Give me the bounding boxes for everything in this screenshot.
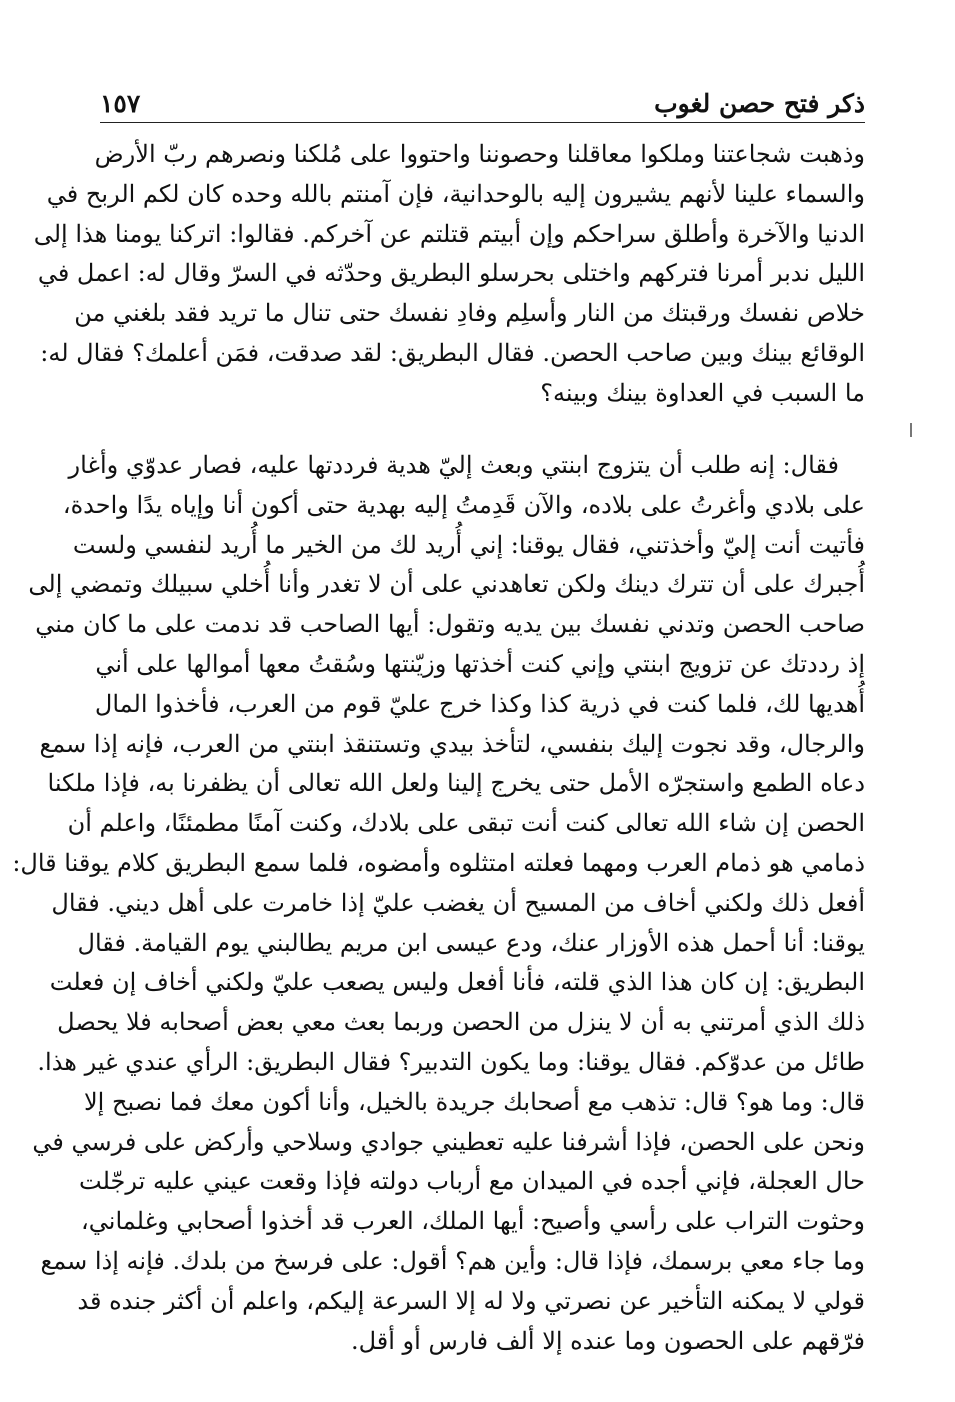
text-line: طائل من عدوّكم. فقال يوقنا: وما يكون التدبير؟ فقال البطريق: الرأي عندي غير هذا. xyxy=(37,1047,865,1076)
text-line: على بلادي وأغرتُ على بلاده، والآن قَدِمتُ إليه بهدية حتى أكون أنا وإياه يدًا واحدة، xyxy=(62,490,865,519)
text-line: الليل ندبر أمرنا فتركهم واختلى بحرسلو البطريق وحدّثه في السرّ وقال له: اعمل في xyxy=(37,259,865,288)
paragraph-1 xyxy=(33,135,865,414)
text-line: الحصن إن شاء الله تعالى كنت أنت تبقى على بلادك، وكنت آمنًا مطمئنًا، واعلم أن xyxy=(67,809,865,838)
text-line: دعاه الطمع واستجرّه الأمل حتى يخرج إلينا ولعل الله تعالى أن يظفرنا به، فإذا ملكنا xyxy=(47,769,865,798)
text-line: ذلك الذي أمرتني به أن لا ينزل من الحصن وربما بعث معي بعض أصحابه فلا يحصل xyxy=(57,1008,865,1037)
text-line: البطريق: إن كان هذا الذي قلته، فأنا أفعل وليس يصعب عليّ ولكني أخاف إن فعلت xyxy=(49,968,865,997)
running-title: ذكر فتح حصن لغوب xyxy=(654,89,865,118)
text-line: إذ رددتك عن تزويج ابنتي وإني كنت أخذتها وزيّنتها وسُقتُ معها أموالها على أني xyxy=(95,649,865,678)
page-header xyxy=(100,80,865,118)
text-line: أفعل ذلك ولكني أخاف من المسيح أن يغضب عليّ إذا خامرت على أهل ديني. فقال xyxy=(51,888,865,917)
paragraph-2 xyxy=(12,446,865,1361)
text-line: وذهبت شجاعتنا وملكوا معاقلنا وحصوننا واحتووا على مُلكنا ونصرهم ربّ الأرض xyxy=(94,140,865,168)
text-line: وما جاء معي برسمك، فإذا قال: وأين هم؟ أقول: على فرسخ من بلدك. فإنه إذا سمع xyxy=(40,1246,865,1275)
page-number: ١٥٧ xyxy=(100,89,141,118)
text-line: أُجبرك على أن تترك دينك ولكن تعاهدني على أن لا تغدر وأنا أُخلي سبيلك وتمضي إلى xyxy=(28,570,865,599)
text-line: والسماء علينا لأنهم يشيرون إليه بالوحدانية، فإن آمنتم بالله وحده كان لكم الربح في xyxy=(46,179,865,208)
text-line: فأتيت أنت إليّ وأخذتني، فقال يوقنا: إني أُريد لك من الخير ما أُريد لنفسي ولست xyxy=(72,530,865,559)
text-line: الدنيا والآخرة وأطلق سراحكم وإن أبيتم قتلتم عن آخركم. فقالوا: اتركنا يومنا هذا إلى xyxy=(33,219,865,248)
text-line: فرّقهم على الحصون وما عنده إلا ألف فارس أو أقل. xyxy=(350,1326,865,1355)
text-line: فقال: إنه طلب أن يتزوج ابنتي وبعث إليّ هدية فرددتها عليه، فصار عدوّي وأغار xyxy=(68,451,839,479)
margin-mark xyxy=(910,423,912,437)
text-line: خلاص نفسك ورقبتك من النار وأسلِم وفادِ نفسك حتى تنال ما تريد فقد بلغني من xyxy=(74,299,865,328)
text-line: ونحن على الحصن، فإذا أشرفنا عليه تعطيني جوادي وسلاحي وأركض على فرسي في xyxy=(32,1127,865,1156)
text-line: الوقائع بينك وبين صاحب الحصن. فقال البطريق: لقد صدقت، فمَن أعلمك؟ فقال له: xyxy=(40,338,865,367)
text-line: قولي لا يمكنه التأخير عن نصرتي ولا له إلا السرعة إليكم، واعلم أن أكثر جنده قد xyxy=(77,1286,865,1315)
header-rule xyxy=(100,122,865,123)
text-line: والرجال، وقد نجوت إليك بنفسي، لتأخذ بيدي وتستنقذ ابنتي من العرب، فإنه إذا سمع xyxy=(39,729,865,758)
text-line: قال: وما هو؟ قال: تذهب مع أصحابك جريدة بالخيل، وأنا أكون معك فما نصبح إلا xyxy=(83,1087,865,1116)
text-line: وحثوت التراب على رأسي وأصيح: أيها الملك، العرب قد أخذوا أصحابي وغلماني، xyxy=(81,1207,865,1236)
text-line: حال العجلة، فإني أجده في الميدان مع أرباب دولته فإذا وقعت عيني عليه ترجّلت xyxy=(79,1167,865,1196)
text-line: ذمامي هو ذمام العرب ومهما فعلته امتثلوه وأمضوه، فلما سمع البطريق كلام يوقنا قال: xyxy=(12,848,865,877)
text-line: أُهديها لك، فلما كنت في ذرية كذا وكذا خرج عليّ قوم من العرب، فأخذوا المال xyxy=(94,689,865,718)
text-line: صاحب الحصن وتدني نفسك بين يديه وتقول: أيها الصاحب قد ندمت على ما كان مني xyxy=(35,610,865,639)
text-line: ما السبب في العداوة بينك وبينه؟ xyxy=(540,378,865,407)
text-line: يوقنا: أنا أحمل هذه الأوزار عنك، ودع عيسى ابن مريم يطالبني يوم القيامة. فقال xyxy=(77,928,865,957)
